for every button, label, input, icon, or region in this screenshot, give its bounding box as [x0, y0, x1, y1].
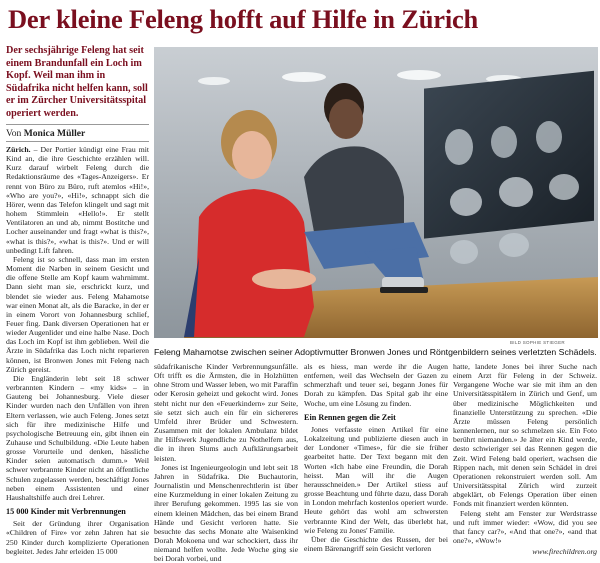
article-column-1: [6, 145, 149, 556]
article-column-3: [304, 362, 448, 553]
dateline: Zürich.: [6, 145, 31, 154]
paragraph: [6, 145, 149, 255]
paragraph: hatte, landete Jones bei ihrer Suche nach einem Arzt für Feleng in der Schweiz. Vergangene Woche war sie mit ihm an den Universitätsspitälern in Zürich und Genf, um über medizinische Möglichkeiten und finanzielle Unterstützung zu sprechen. «Die Ärzte müssen Feleng persönlich kennenlernen, nur so schmelzen sie. Ein Foto berührt niemanden.» Je älter ein Kind werde, desto schwieriger sei das Rennen gegen die Zeit. Wird Feleng bald operiert, wachsen die Rippen nach, mit denen sein Schädel in drei Operationen rekonstruiert werden soll. Am Universitätsspital Zürich wird zurzeit abgeklärt, ob Felengs Operation über einen Fonds mit finanziert werden könnten.: [453, 362, 597, 509]
paragraph: Über die Geschichte des Russen, der bei einem Bärenangriff sein Gesicht verloren: [304, 534, 448, 553]
paragraph: Seit der Gründung ihrer Organisation «Children of Fire» vor zehn Jahren hat sie 250 Kinder durch komplizierte Operationen begleitet. Jedes Jahr erleiden 15 000: [6, 519, 149, 556]
subheading: Ein Rennen gegen die Zeit: [304, 412, 396, 422]
photo-caption: Feleng Mahamotse zwischen seiner Adoptivmutter Bronwen Jones und Röntgenbildern seines verletzten Schädels.: [154, 347, 597, 357]
photo-illustration: [154, 47, 598, 338]
paragraph-text: – Der Portier kündigt eine Frau mit Kind an, die ihre Geschichte erzählen will. Kurz darauf wirbelt Feleng durch die Redaktionsräume des «Tages-Anzeigers». Er rennt von Büro zu Büro, ruft atemlos «Hi!», «Who are you?», «Hi!», schnappt sich die Hörer, wenn das Telefon klingelt und sagt mit hohem Stimmlein «Hello!». Er stellt Ventilatoren an und ab, nimmt Bostitche und Locher auseinander und fragt «what is this?», «what is this?», «what is this?». Und er will unbedingt Lift fahren.: [6, 145, 149, 255]
article-photo: [154, 47, 598, 338]
divider: [6, 141, 149, 142]
article-column-2: [154, 362, 298, 563]
byline: [6, 128, 149, 139]
byline-author: Monica Müller: [23, 128, 86, 139]
subheading: 15 000 Kinder mit Verbrennungen: [6, 507, 126, 517]
divider: [6, 124, 149, 125]
paragraph: Feleng ist so schnell, dass man im ersten Moment die Narben in seinem Gesicht und die offene Stelle am Kopf kaum wahrnimmt. Dann sieht man sie, erschrickt kurz, und blendet sie wieder aus. Feleng Mahamotse war einen Monat alt, als die Baracke, in der er in einem Vorort von Johannesburg schlief, Feuer fing. Dank diversen Operationen hat er wieder Augenlider und eine halbe Nase. Doch das Loch im Kopf ist ihm geblieben. Weil die Ärzte in Südafrika das Loch nicht reparieren können, ist Bronwen Jones mit Feleng nach Zürich gereist.: [6, 254, 149, 374]
paragraph: Jones ist Ingenieurgeologin und lebt seit 18 Jahren in Südafrika. Die Buchautorin, Journalistin und Menschenrechtlerin ist über eine Kurzmeldung in einer lokalen Zeitung zu ihrer Berufung gekommen. 1995 las sie von einem kleinen Mädchen, das bei einem Brand Hände und Gesicht verloren hatte. Sie besuchte das sechs Monate alte Waisenkind Dorah Mokoena und war schockiert, dass ihr niemand helfen wollte. Jede Woche ging sie bei Dorah vorbei, und: [154, 462, 298, 563]
paragraph: Feleng steht am Fenster zur Werdstrasse und ruft immer wieder: «Wow, did you see that fancy car?», «And that one?», «and that one?», «Wow!»: [453, 508, 597, 545]
headline: Der kleine Feleng hofft auf Hilfe in Zürich: [8, 4, 479, 34]
byline-prefix: Von: [6, 128, 22, 139]
photo-credit: BILD SOPHIE STIEGER: [510, 340, 565, 345]
article-column-4: [453, 362, 597, 556]
paragraph: Die Engländerin lebt seit 18 schwer verbrannten Kindern – «my kids» – in Gauteng bei Johannesburg. Viele dieser Kinder wurden nach den Unfällen von ihren Eltern verlassen, wie auch Feleng. Jones setzt sich für ihre medizinische Hilfe und psychologische Betreuung ein, gibt ihnen ein Zuhause und Schulbildung. «Die Leute haben grosse Vorurteile und denken, hässliche Kinder seien automatisch dumm.» Weil schwer verbrannte Kinder nicht an öffentliche Schulen zugelassen werden, beschäftigt Jones neben einem Assistenten und einer Haushaltshilfe auch drei Lehrer.: [6, 373, 149, 502]
paragraph: südafrikanische Kinder Verbrennungsunfälle. Oft trifft es die Ärmsten, die in Holzhütten ohne Strom und Wasser leben, wo mit Paraffin oder Kerosin geheizt und gekocht wird. Jones steht nicht nur den «Feuerkindern» zur Seite, sie setzt sich auch ein für ein sichereres Umfeld ihrer Brüder und Schwestern. Zusammen mit der lokalen Ambulanz bildet ihr Hilfswerk Jugendliche zu Nothelfern aus, die in ihren Slums auch Aufklärungsarbeit leisten.: [154, 362, 298, 463]
paragraph: als es hiess, man werde ihr die Augen entfernen, weil das Wechseln der Gazen zu schmerzhaft und teuer sei, begann Jones für Dorah zu kämpfen. Das Spital gab ihr eine Woche, um eine Lösung zu finden.: [304, 362, 448, 408]
lead-paragraph: Der sechsjährige Feleng hat seit einem Brandunfall ein Loch im Kopf. Weil man ihm in Südafrika nicht helfen kann, soll er im Zürcher Universitätsspital operiert werden.: [6, 45, 148, 119]
paragraph: Jones verfasste einen Artikel für eine Lokalzeitung und publizierte diesen auch in der Londoner «Times», für die sie früher gearbeitet hatte. Der Text begann mit den Worten «Ich habe eine Freundin, die Dorah heisst. Man will ihr die Augen herausschneiden.» Der Artikel stiess auf grosse Beachtung und führte dazu, dass Dorah in London mehrfach kostenlos operiert wurde. Heute gehört das wohl am schwersten verbrannte Kind der Welt, das überlebt hat, wie Feleng zu Jones' Familie.: [304, 424, 448, 535]
website-link[interactable]: www.firechildren.org: [532, 547, 597, 557]
